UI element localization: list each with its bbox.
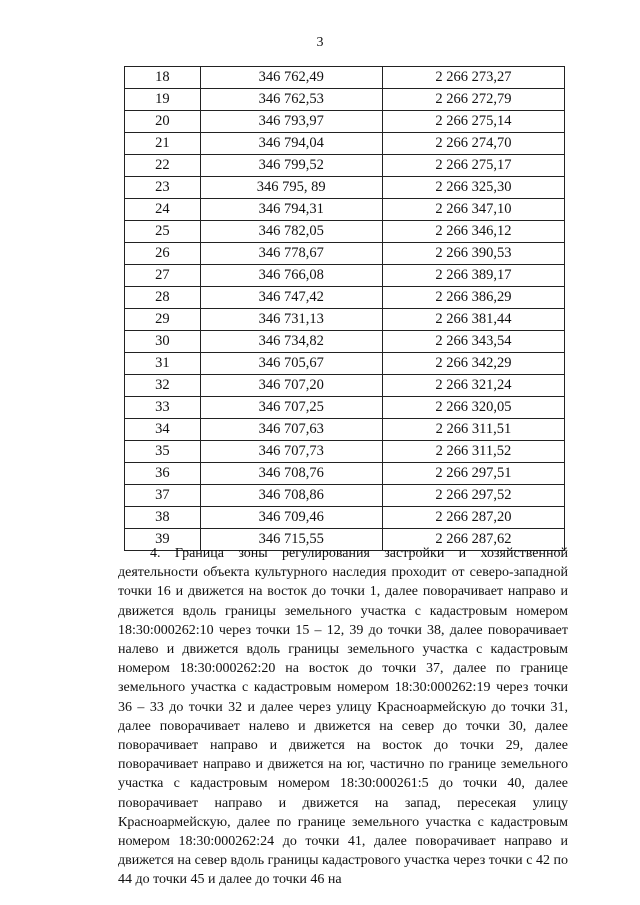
table-row (125, 111, 565, 133)
x-coordinate-cell: 346 707,25 (200, 397, 382, 419)
point-number-cell: 20 (125, 111, 201, 133)
y-coordinate-cell: 2 266 320,05 (382, 397, 564, 419)
x-coordinate-cell: 346 707,20 (200, 375, 382, 397)
x-coordinate-cell: 346 708,76 (200, 463, 382, 485)
x-coordinate-cell: 346 794,04 (200, 133, 382, 155)
x-coordinate-cell: 346 707,63 (200, 419, 382, 441)
table-row (125, 133, 565, 155)
x-coordinate-cell: 346 794,31 (200, 199, 382, 221)
y-coordinate-cell: 2 266 275,14 (382, 111, 564, 133)
point-number-cell: 30 (125, 331, 201, 353)
table-row (125, 155, 565, 177)
y-coordinate-cell: 2 266 297,52 (382, 485, 564, 507)
x-coordinate-cell: 346 747,42 (200, 287, 382, 309)
x-coordinate-cell: 346 793,97 (200, 111, 382, 133)
point-number-cell: 23 (125, 177, 201, 199)
table-row (125, 353, 565, 375)
table-row (125, 243, 565, 265)
y-coordinate-cell: 2 266 343,54 (382, 331, 564, 353)
y-coordinate-cell: 2 266 347,10 (382, 199, 564, 221)
table-row (125, 485, 565, 507)
y-coordinate-cell: 2 266 389,17 (382, 265, 564, 287)
table-row (125, 463, 565, 485)
y-coordinate-cell: 2 266 342,29 (382, 353, 564, 375)
point-number-cell: 34 (125, 419, 201, 441)
table-row (125, 397, 565, 419)
point-number-cell: 37 (125, 485, 201, 507)
table-row (125, 419, 565, 441)
y-coordinate-cell: 2 266 287,20 (382, 507, 564, 529)
table-row (125, 221, 565, 243)
point-number-cell: 24 (125, 199, 201, 221)
point-number-cell: 32 (125, 375, 201, 397)
table-row (125, 67, 565, 89)
table-row (125, 309, 565, 331)
point-number-cell: 35 (125, 441, 201, 463)
table-row (125, 331, 565, 353)
coordinates-table (124, 66, 565, 551)
table-row (125, 441, 565, 463)
point-number-cell: 31 (125, 353, 201, 375)
y-coordinate-cell: 2 266 390,53 (382, 243, 564, 265)
y-coordinate-cell: 2 266 311,51 (382, 419, 564, 441)
point-number-cell: 39 (125, 529, 201, 551)
y-coordinate-cell: 2 266 272,79 (382, 89, 564, 111)
x-coordinate-cell: 346 715,55 (200, 529, 382, 551)
table-row (125, 89, 565, 111)
point-number-cell: 26 (125, 243, 201, 265)
y-coordinate-cell: 2 266 274,70 (382, 133, 564, 155)
point-number-cell: 28 (125, 287, 201, 309)
x-coordinate-cell: 346 799,52 (200, 155, 382, 177)
x-coordinate-cell: 346 766,08 (200, 265, 382, 287)
y-coordinate-cell: 2 266 346,12 (382, 221, 564, 243)
page-number: 3 (316, 35, 324, 50)
x-coordinate-cell: 346 734,82 (200, 331, 382, 353)
y-coordinate-cell: 2 266 297,51 (382, 463, 564, 485)
y-coordinate-cell: 2 266 275,17 (382, 155, 564, 177)
x-coordinate-cell: 346 731,13 (200, 309, 382, 331)
y-coordinate-cell: 2 266 386,29 (382, 287, 564, 309)
x-coordinate-cell: 346 709,46 (200, 507, 382, 529)
table-row (125, 375, 565, 397)
y-coordinate-cell: 2 266 311,52 (382, 441, 564, 463)
point-number-cell: 18 (125, 67, 201, 89)
table-row (125, 265, 565, 287)
point-number-cell: 38 (125, 507, 201, 529)
table-row (125, 177, 565, 199)
point-number-cell: 29 (125, 309, 201, 331)
point-number-cell: 22 (125, 155, 201, 177)
y-coordinate-cell: 2 266 321,24 (382, 375, 564, 397)
y-coordinate-cell: 2 266 273,27 (382, 67, 564, 89)
point-number-cell: 21 (125, 133, 201, 155)
point-number-cell: 27 (125, 265, 201, 287)
x-coordinate-cell: 346 762,49 (200, 67, 382, 89)
table-row (125, 287, 565, 309)
table-row (125, 199, 565, 221)
x-coordinate-cell: 346 707,73 (200, 441, 382, 463)
x-coordinate-cell: 346 708,86 (200, 485, 382, 507)
point-number-cell: 19 (125, 89, 201, 111)
x-coordinate-cell: 346 778,67 (200, 243, 382, 265)
y-coordinate-cell: 2 266 325,30 (382, 177, 564, 199)
x-coordinate-cell: 346 762,53 (200, 89, 382, 111)
x-coordinate-cell: 346 782,05 (200, 221, 382, 243)
point-number-cell: 36 (125, 463, 201, 485)
y-coordinate-cell: 2 266 287,62 (382, 529, 564, 551)
boundary-description-paragraph: 4. Граница зоны регулирования застройки и хозяйственной деятельности объекта культурного наследия проходит от северо-западной точки 16 и движется на восток до точки 1, далее поворачивает направо и движется вдоль границы земельного участка с кадастровым номером 18:30:000262:10 через точки 15 – 12, 39 до точки 38, далее поворачивает налево и движется вдоль границы земельного участка с кадастровым номером 18:30:000262:20 на восток до точки 37, далее по границе земельного участка с кадастровым номером 18:30:000262:19 через точки 36 – 33 до точки 32 и далее через улицу Красноармейскую до точки 31, далее поворачивает налево и движется на север до точки 30, далее поворачивает направо и движется на восток до точки 29, далее поворачивает направо и движется на юг, частично по границе земельного участка с кадастровым номером 18:30:000261:5 до точки 40, далее поворачивает направо и движется на запад, пересекая улицу Красноармейскую, далее по границе земельного участка с кадастровым номером 18:30:000262:24 до точки 41, далее поворачивает направо и движется на север вдоль границы кадастрового участка через точки с 42 по 44 до точки 45 и далее до точки 46 на (118, 546, 568, 888)
x-coordinate-cell: 346 705,67 (200, 353, 382, 375)
y-coordinate-cell: 2 266 381,44 (382, 309, 564, 331)
coordinates-table-body (125, 67, 565, 551)
table-row (125, 507, 565, 529)
point-number-cell: 25 (125, 221, 201, 243)
x-coordinate-cell: 346 795, 89 (200, 177, 382, 199)
point-number-cell: 33 (125, 397, 201, 419)
